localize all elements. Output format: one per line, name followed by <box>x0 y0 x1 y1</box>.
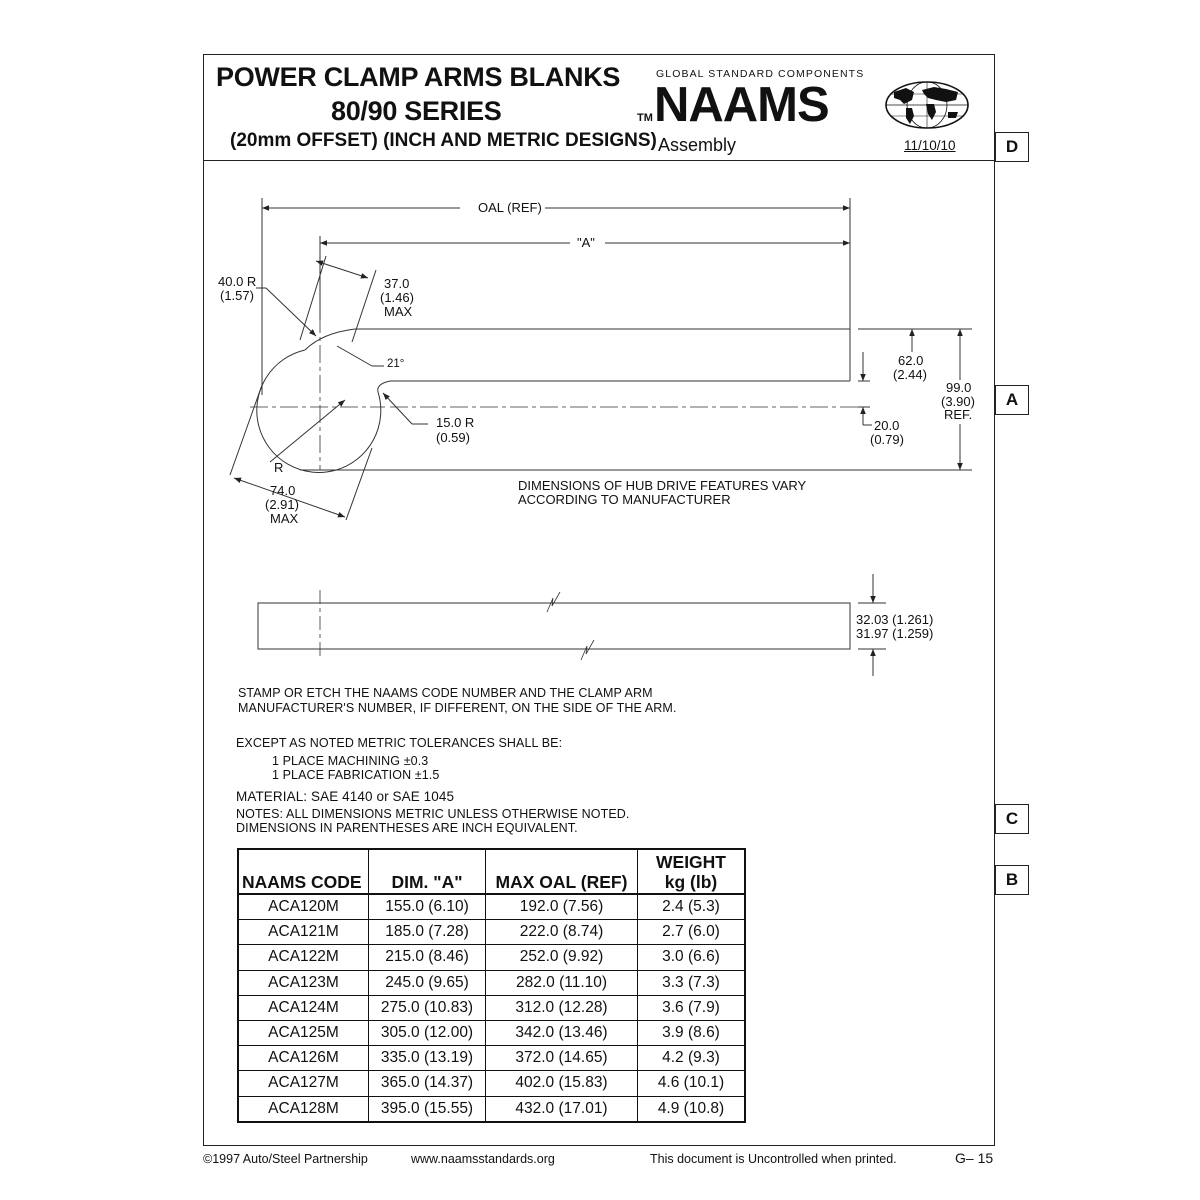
cell-weight: 4.6 (10.1) <box>638 1071 746 1096</box>
width-37-max-label: MAX <box>384 304 413 319</box>
cell-dim-a: 185.0 (7.28) <box>369 920 486 945</box>
height-99-label: 99.0 <box>946 380 972 395</box>
side-marker-d: D <box>995 132 1029 162</box>
cell-max-oal: 192.0 (7.56) <box>486 894 638 920</box>
cell-weight: 3.0 (6.6) <box>638 945 746 970</box>
col-header-weight-line2: kg (lb) <box>664 872 718 892</box>
width-74-label: 74.0 <box>270 483 296 498</box>
height-99-ref-label: REF. <box>944 407 973 422</box>
cell-dim-a: 365.0 (14.37) <box>369 1071 486 1096</box>
thickness-max-label: 32.03 (1.261) <box>856 612 934 627</box>
cell-dim-a: 155.0 (6.10) <box>369 894 486 920</box>
cell-code: ACA120M <box>238 894 369 920</box>
page-subtitle-designs: (20mm OFFSET) (INCH AND METRIC DESIGNS) <box>230 130 657 151</box>
radius-40-inch-label: (1.57) <box>220 288 254 303</box>
tolerance-heading: EXCEPT AS NOTED METRIC TOLERANCES SHALL BE: <box>236 736 563 750</box>
col-header-code: NAAMS CODE <box>238 849 369 894</box>
cell-weight: 4.2 (9.3) <box>638 1046 746 1071</box>
table-row <box>238 995 745 1020</box>
radius-15-inch-label: (0.59) <box>436 430 470 445</box>
thickness-min-label: 31.97 (1.259) <box>856 626 934 641</box>
brand-logo-text: NAAMS <box>654 78 829 132</box>
table-row <box>238 894 745 920</box>
page-subtitle-series: 80/90 SERIES <box>331 96 502 126</box>
table-row <box>238 920 745 945</box>
width-37-label: 37.0 <box>384 276 410 291</box>
page-number: G– 15 <box>955 1150 994 1166</box>
hub-note-line2: ACCORDING TO MANUFACTURER <box>518 492 731 507</box>
category-label: Assembly <box>658 135 737 155</box>
side-marker-a: A <box>995 385 1029 415</box>
radius-40-label: 40.0 R <box>218 274 257 289</box>
cell-max-oal: 372.0 (14.65) <box>486 1046 638 1071</box>
cell-code: ACA122M <box>238 945 369 970</box>
page-title: POWER CLAMP ARMS BLANKS <box>216 62 621 92</box>
cell-code: ACA126M <box>238 1046 369 1071</box>
col-header-weight <box>638 849 746 894</box>
cell-max-oal: 402.0 (15.83) <box>486 1071 638 1096</box>
oal-label: OAL (REF) <box>478 200 542 215</box>
tolerance-fabrication: 1 PLACE FABRICATION ±1.5 <box>272 768 440 782</box>
material-note: MATERIAL: SAE 4140 or SAE 1045 <box>236 789 455 804</box>
table-row <box>238 970 745 995</box>
cell-max-oal: 222.0 (8.74) <box>486 920 638 945</box>
notes-line1: NOTES: ALL DIMENSIONS METRIC UNLESS OTHERWISE NOTED. <box>236 807 630 821</box>
cell-dim-a: 335.0 (13.19) <box>369 1046 486 1071</box>
cell-dim-a: 215.0 (8.46) <box>369 945 486 970</box>
angle-label: 21° <box>387 358 405 370</box>
col-header-dim-a: DIM. "A" <box>369 849 486 894</box>
table-row <box>238 945 745 970</box>
table-row <box>238 1020 745 1045</box>
width-37-inch-label: (1.46) <box>380 290 414 305</box>
cell-code: ACA125M <box>238 1020 369 1045</box>
cell-weight: 3.9 (8.6) <box>638 1020 746 1045</box>
trademark-mark: TM <box>637 112 653 124</box>
cell-dim-a: 305.0 (12.00) <box>369 1020 486 1045</box>
table-row <box>238 1046 745 1071</box>
cell-code: ACA127M <box>238 1071 369 1096</box>
cell-max-oal: 282.0 (11.10) <box>486 970 638 995</box>
stamp-note-line2: MANUFACTURER'S NUMBER, IF DIFFERENT, ON THE SIDE OF THE ARM. <box>238 701 677 715</box>
width-74-inch-label: (2.91) <box>265 497 299 512</box>
table-row <box>238 1096 745 1122</box>
notes-line2: DIMENSIONS IN PARENTHESES ARE INCH EQUIVALENT. <box>236 821 578 835</box>
offset-20-inch-label: (0.79) <box>870 432 904 447</box>
height-99-inch-label: (3.90) <box>941 394 975 409</box>
cell-weight: 3.3 (7.3) <box>638 970 746 995</box>
stamp-note-line1: STAMP OR ETCH THE NAAMS CODE NUMBER AND THE CLAMP ARM <box>238 686 653 700</box>
footer-copyright: ©1997 Auto/Steel Partnership <box>203 1152 368 1166</box>
cell-code: ACA123M <box>238 970 369 995</box>
cell-max-oal: 432.0 (17.01) <box>486 1096 638 1122</box>
cell-max-oal: 312.0 (12.28) <box>486 995 638 1020</box>
table-row <box>238 1071 745 1096</box>
revision-date: 11/10/10 <box>904 138 956 153</box>
col-header-weight-line1: WEIGHT <box>656 852 726 872</box>
side-marker-b: B <box>995 865 1029 895</box>
side-marker-c: C <box>995 804 1029 834</box>
cell-code: ACA128M <box>238 1096 369 1122</box>
brand-tagline: GLOBAL STANDARD COMPONENTS <box>656 68 865 80</box>
tolerance-machining: 1 PLACE MACHINING ±0.3 <box>272 754 429 768</box>
cell-weight: 3.6 (7.9) <box>638 995 746 1020</box>
dim-a-label: "A" <box>577 235 595 250</box>
offset-20-label: 20.0 <box>874 418 900 433</box>
cell-weight: 4.9 (10.8) <box>638 1096 746 1122</box>
height-62-label: 62.0 <box>898 353 924 368</box>
width-74-max-label: MAX <box>270 511 299 526</box>
footer-website-link[interactable]: www.naamsstandards.org <box>411 1152 555 1166</box>
height-62-inch-label: (2.44) <box>893 367 927 382</box>
spec-table <box>237 848 746 1123</box>
cell-dim-a: 275.0 (10.83) <box>369 995 486 1020</box>
cell-max-oal: 342.0 (13.46) <box>486 1020 638 1045</box>
radius-r-label: R <box>274 460 284 475</box>
hub-note-line1: DIMENSIONS OF HUB DRIVE FEATURES VARY <box>518 478 807 493</box>
cell-dim-a: 245.0 (9.65) <box>369 970 486 995</box>
cell-code: ACA124M <box>238 995 369 1020</box>
cell-dim-a: 395.0 (15.55) <box>369 1096 486 1122</box>
cell-weight: 2.7 (6.0) <box>638 920 746 945</box>
col-header-max-oal: MAX OAL (REF) <box>486 849 638 894</box>
table-header-row <box>238 849 745 894</box>
radius-15-label: 15.0 R <box>436 415 475 430</box>
footer-uncontrolled-note: This document is Uncontrolled when printed. <box>650 1152 897 1166</box>
cell-code: ACA121M <box>238 920 369 945</box>
cell-weight: 2.4 (5.3) <box>638 894 746 920</box>
cell-max-oal: 252.0 (9.92) <box>486 945 638 970</box>
